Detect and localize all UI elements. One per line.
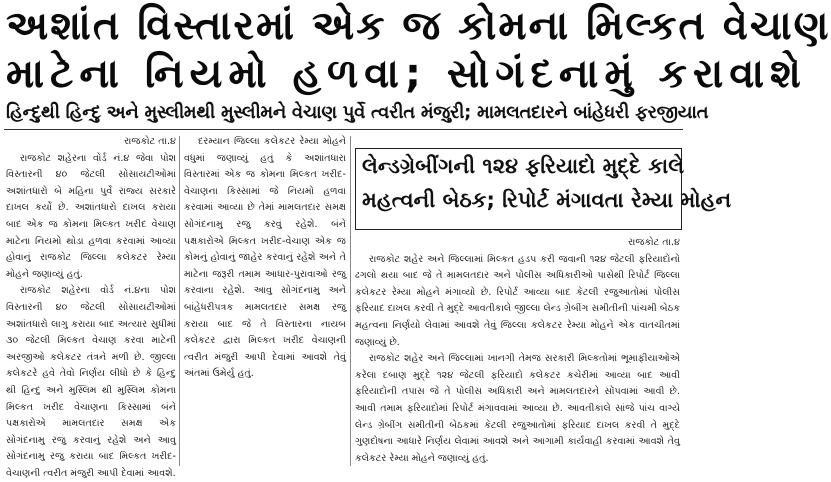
story1-column-1 [6,134,176,479]
story2-paragraph: રાજકોટ શહેર અને જિલ્લામાં મિલ્કત હડપ કરી જવાની ૧૨૪ જેટલી ફરિયાદોનો ઢગલો થયા બાદ જે તે મામલતદાર અને પોલીસ અધિકારીઓ પાસેથી રિપોર્ટ જિલ્લા કલેકટર રેમ્યા મોહને મંગાવ્યો છે. રિપોર્ટ આવ્યા બાદ કેટલી રજુઆતોમાં પોલીસ ફરિયાદ દાખલ કરવી તે મુદ્દે આવતીકાલે જીલ્લા લેન્ડ ગ્રેબીંગ સમીતીની પાંચમી બેઠક મહત્વના નિર્ણયો લેવામાં આવશે તેવું જિલ્લા કલેકટર રેમ્યા મોહને એક વાતચીતમાં જણાવ્યું છે. [355,253,680,348]
headline-line-2: માટેના નિયમો હળવા; સોગંદનામું કરાવાશે [6,51,807,97]
story1-paragraph: રાજકોટ શહેરના વોર્ડ નં.૪ના પોશ વિસ્તારની ૪૦ જેટલી સોસાયટીઓમાં અશાંતધારો લાગુ કરાયા બાદ અત્યાર સુધીમાં ૩૦ જેટલી મિલ્કત વેચાણ કરવા માટેની અરજીઓ કલેકટર તંત્રને મળી છે. જીલ્લા કલેકટરે હવે તેવો નિર્ણય લીધો છે કે હિન્દુ થી હિન્દુ અને મુસ્લિમ થી મુસ્લિમ કોમના મિલ્કત ખરીદ વેચાણના કિસ્સામાં બંને પક્ષકારોએ મામલતદાર સમક્ષ એક સોગંદનામુ રજુ કરવાનું રહેશે અને આવુ સોગંદનામુ રજુ કરાયા બાદ મિલ્કત ખરીદ-વેચાણની ત્વરીત મંજુરી આપી દેવામાં આવશે. [6,285,176,479]
column-divider [179,136,180,466]
story2-dateline: રાજકોટ તા.૪ [628,237,680,248]
column-divider [350,136,351,466]
story2-headline-line-2: મહત્વની બેઠક; રિપોર્ટ મંગાવતા રેમ્યા મોહન [362,188,732,212]
story2-body [355,235,680,467]
story1-paragraph: રાજકોટ શહેરના વોર્ડ નં.૪ જેવા પોશ વિસ્તારની ૪૦ જેટલી સોસાયટીઓમાં અશાંતધારો બે મહિના પુર્વે રાજ્ય સરકારે દાખલ કર્યો છે. અશાંતધારો દાખલ કરાયા બાદ એક જ કોમના મિલ્કત ખરીદ વેચાણ માટેના નિયમો થોડા હળવા કરવામાં આવ્યા હોવાનું રાજકોટ જિલ્લા કલેકટર રેમ્યા મોહને જણાવ્યું હતું. [6,152,176,280]
headline-line-1: અશાંત વિસ્તારમાં એક જ કોમના મિલ્કત વેચાણ [6,3,831,49]
story2-headline-box [355,148,732,230]
story1-dateline: રાજકોટ તા.૪ [124,136,176,147]
subheadline: હિન્દુથી હિન્દુ અને મુસ્લીમથી મુસ્લીમને વેચાણ પુર્વે ત્વરીત મંજુરી; મામલતદારને બાંહેધરી ફરજીયાત [6,102,709,123]
story1-paragraph: દરમ્યાન જિલ્લા કલેકટર રેમ્યા મોહને વધુમાં જણાવ્યું હતું કે અશાંતધારા વિસ્તારમાં એક જ કોમના મિલ્કત ખરીદ-વેચાણના કિસ્સામાં જે નિયમો હળવા કરવામાં આવ્યા છે તેમાં મામલતદાર સમક્ષ સોગંદનામુ રજુ કરવું રહેશે. બંને પક્ષકારોએ મિલ્કત ખરીદ-વેચાણ એક જ કોમનું હોવાનું જાહેર કરવાનું રહેશે અને તે માટેના જરૂરી તમામ આધાર-પુરાવાઓ રજુ કરવાના રહેશે. આવુ સોગંદનામુ અને બાંહેધરીપત્રક મામલતદાર સમક્ષ રજુ કરાયા બાદ જે તે વિસ્તારના નાયબ કલેકટર દ્વારા મિલ્કત ખરીદ વેચાણની ત્વરીત મંજુરી આપી દેવામાં આવશે તેવું અંતમાં ઉમેર્યુ હતું. [184,136,346,380]
story1-column-2 [184,134,346,466]
divider-rule [4,129,683,130]
story2-paragraph: રાજકોટ શહેર અને જિલ્લામાં ખાનગી તેમજ સરકારી મિલ્કતોમાં ભૂમાફીયાઓએ કરેલા દબાણ મુદ્દે ૧૨૪ જેટલી ફરિયાદો કલેકટર કચેરીમાં આવ્યા બાદ આવી ફરિયાદોની તપાસ જે તે પોલીસ અધિકારી અને મામલતદારને સોંપવામાં આવી છે. આવી તમામ ફરિયાદોમાં રિપોર્ટ મંગાવવામાં આવ્યા છે. આવતીકાલે સાંજે પાંચ વાગ્યે લેન્ડ ગ્રેબીંગ સમીતીની બેઠકમાં કેટલી રજુઆતોમાં ફરિયાદ દાખલ કરવી તે મુદ્દે ગુણદોષના આધારે નિર્ણય લેવામાં આવશે અને આગામી કાર્યવાહી કરવામાં આવશે તેવુ કલેકટર રેમ્યા મોહને જણાવ્યું હતું. [355,353,680,464]
story2-headline-line-1: લેન્ડગ્રેબીંગની ૧૨૪ ફરિયાદો મુદ્દે કાલે [362,154,685,178]
